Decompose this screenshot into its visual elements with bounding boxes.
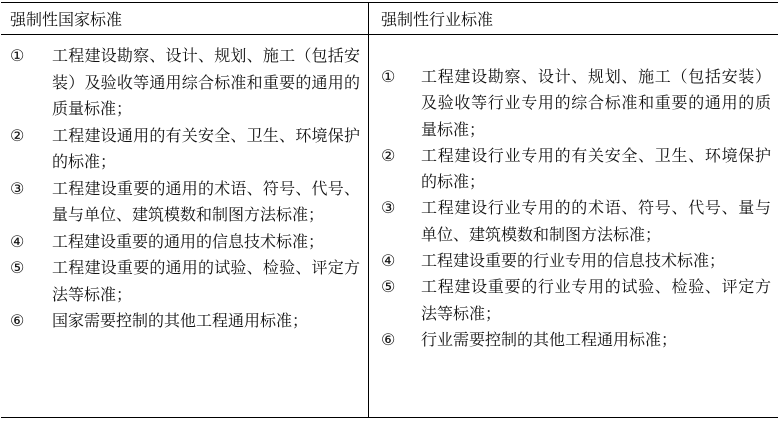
list-item — [381, 143, 771, 196]
item-text: 工程建设重要的通用的术语、符号、代号、量与单位、建筑模数和制图方法标准； — [52, 178, 360, 224]
item-text: 工程建设行业专用的的术语、符号、代号、量与单位、建筑模数和制图方法标准； — [421, 198, 771, 244]
column-divider — [368, 3, 369, 417]
item-number: ⑥ — [10, 311, 25, 330]
item-text: 工程建设勘察、设计、规划、施工（包括安装）及验收等通用综合标准和重要的通用的质量标准； — [52, 46, 360, 118]
item-text: 工程建设重要的行业专用的信息技术标准； — [421, 251, 726, 271]
item-text: 工程建设重要的通用的信息技术标准； — [52, 231, 325, 251]
list-item — [381, 274, 771, 327]
list-item — [10, 229, 360, 256]
item-number: ② — [381, 145, 396, 165]
list-item — [10, 176, 360, 229]
item-text: 工程建设行业专用的有关安全、卫生、环境保护的标准； — [421, 145, 771, 192]
item-number: ① — [381, 67, 396, 86]
item-number: ③ — [10, 178, 25, 198]
list-item — [10, 255, 360, 308]
item-number: ⑥ — [381, 329, 396, 349]
list-item — [381, 64, 771, 143]
item-text: 国家需要控制的其他工程通用标准； — [52, 311, 309, 330]
industry-standards-list — [381, 64, 771, 353]
item-text: 工程建设勘察、设计、规划、施工（包括安装）及验收等行业专用的综合标准和重要的通用的质量标准； — [421, 67, 771, 139]
list-item — [10, 308, 360, 335]
list-item — [381, 195, 771, 248]
item-number: ③ — [381, 198, 396, 218]
item-number: ① — [10, 46, 25, 65]
header-national: 强制性国家标准 — [10, 10, 123, 29]
item-text: 工程建设通用的有关安全、卫生、环境保护的标准； — [52, 125, 360, 171]
item-number: ⑤ — [381, 277, 396, 297]
list-item — [381, 248, 771, 274]
standards-table — [1, 2, 778, 418]
national-standards-list — [10, 43, 360, 335]
header-industry: 强制性行业标准 — [381, 10, 494, 29]
item-text: 行业需要控制的其他工程通用标准； — [421, 329, 678, 349]
item-number: ⑤ — [10, 258, 25, 277]
item-number: ④ — [10, 231, 25, 251]
header-divider — [1, 34, 778, 35]
list-item — [381, 327, 771, 353]
item-number: ② — [10, 125, 25, 145]
item-number: ④ — [381, 251, 396, 271]
item-text: 工程建设重要的行业专用的试验、检验、评定方法等标准； — [421, 277, 771, 323]
list-item — [10, 43, 360, 123]
item-text: 工程建设重要的通用的试验、检验、评定方法等标准； — [52, 258, 360, 304]
list-item — [10, 123, 360, 176]
